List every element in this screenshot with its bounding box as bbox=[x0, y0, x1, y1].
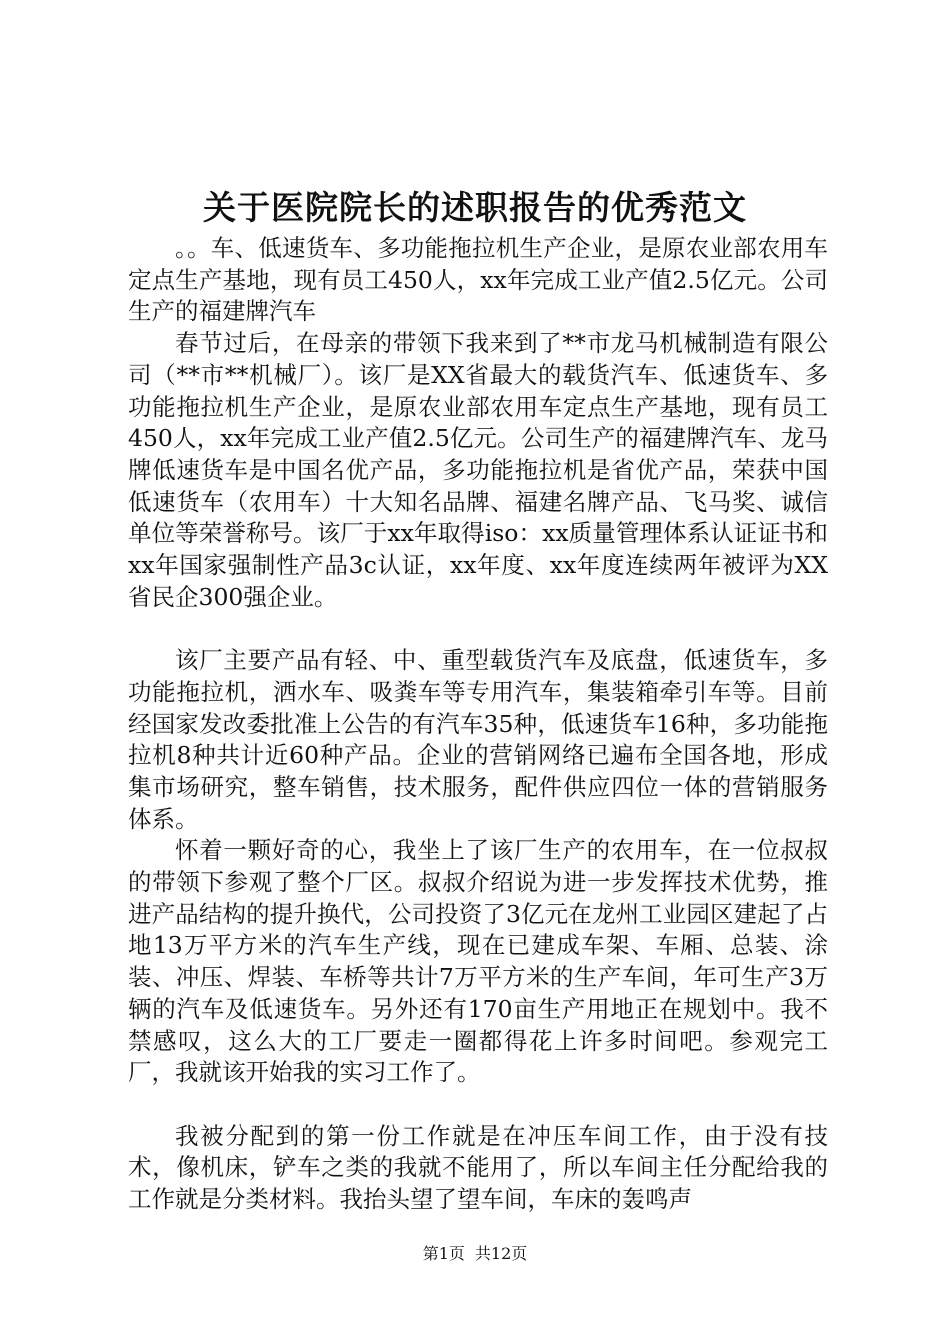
document-title: 关于医院院长的述职报告的优秀范文 bbox=[203, 188, 747, 227]
paragraph-3: 该厂主要产品有轻、中、重型载货汽车及底盘，低速货车，多功能拖拉机，洒水车、吸粪车等专用汽车，集装箱牵引车等。目前经国家发改委批准上公告的有汽车35种，低速货车16种，多功能拖拉机8种共计近60种产品。企业的营销网络已遍布全国各地，形成集市场研究，整车销售，技术服务，配件供应四位一体的营销服务体系。 bbox=[128, 646, 828, 833]
paragraph-5: 我被分配到的第一份工作就是在冲压车间工作，由于没有技术，像机床，铲车之类的我就不能用了，所以车间主任分配给我的工作就是分类材料。我抬头望了望车间，车床的轰鸣声 bbox=[128, 1121, 828, 1214]
document-body bbox=[128, 233, 828, 1216]
page-number: 第1页 bbox=[422, 1244, 465, 1263]
page-total: 共12页 bbox=[474, 1244, 528, 1263]
paragraph-4: 怀着一颗好奇的心，我坐上了该厂生产的农用车，在一位叔叔的带领下参观了整个厂区。叔叔介绍说为进一步发挥技术优势，推进产品结构的提升换代，公司投资了3亿元在龙州工业园区建起了占地13万平方米的汽车生产线，现在已建成车架、车厢、总装、涂装、冲压、焊装、车桥等共计7万平方米的生产车间，年可生产3万辆的汽车及低速货车。另外还有170亩生产用地正在规划中。我不禁感叹，这么大的工厂要走一圈都得花上许多时间吧。参观完工厂，我就该开始我的实习工作了。 bbox=[128, 836, 828, 1087]
paragraph-1: 。。车、低速货车、多功能拖拉机生产企业，是原农业部农用车定点生产基地，现有员工450人，xx年完成工业产值2.5亿元。公司生产的福建牌汽车 bbox=[128, 234, 828, 326]
paragraph-2: 春节过后，在母亲的带领下我来到了**市龙马机械制造有限公司（**市**机械厂）。该厂是XX省最大的载货汽车、低速货车、多功能拖拉机生产企业，是原农业部农用车定点生产基地，现有员工450人，xx年完成工业产值2.5亿元。公司生产的福建牌汽车、龙马牌低速货车是中国名优产品，多功能拖拉机是省优产品，荣获中国低速货车（农用车）十大知名品牌、福建名牌产品、飞马奖、诚信单位等荣誉称号。该厂于xx年取得iso：xx质量管理体系认证证书和xx年国家强制性产品3c认证，xx年度、xx年度连续两年被评为XX省民企300强企业。 bbox=[128, 329, 828, 611]
page-footer bbox=[0, 1242, 950, 1266]
